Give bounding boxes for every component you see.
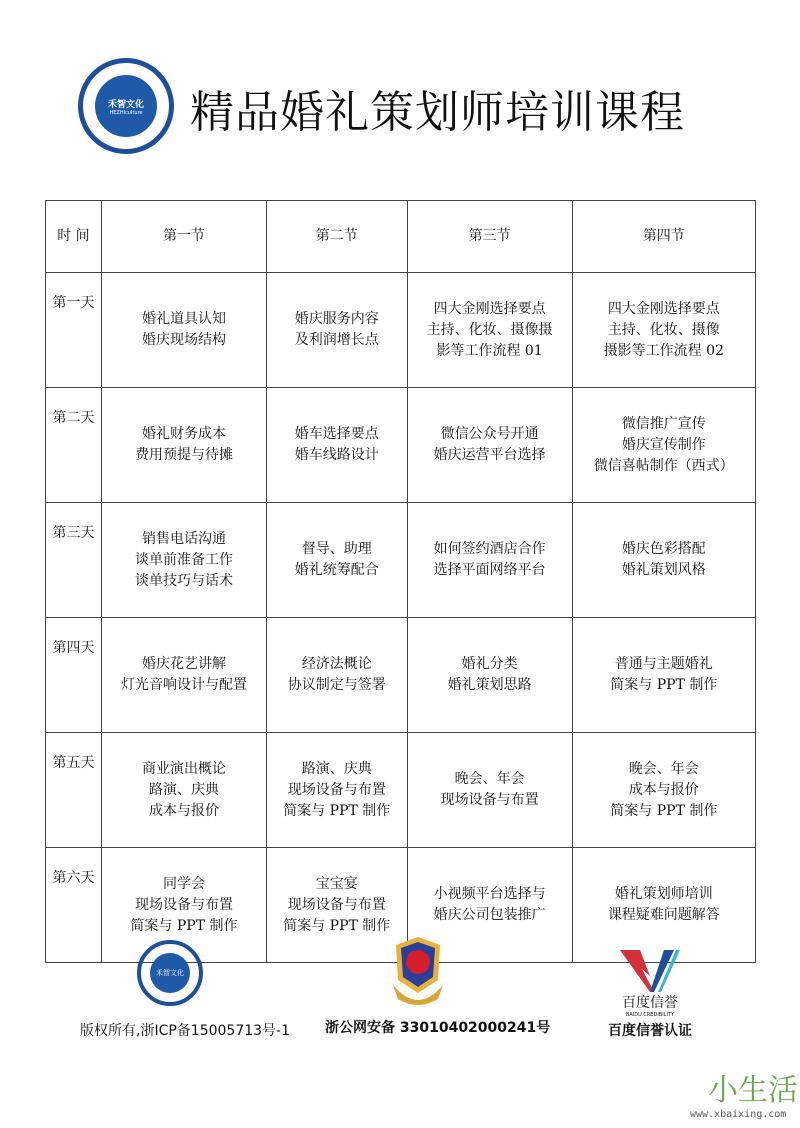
column-header: 第四节 <box>572 201 755 273</box>
session-line: 成本与报价 <box>148 802 219 819</box>
session-cell <box>267 388 408 503</box>
session-line: 如何签约酒店合作 <box>433 541 546 557</box>
session-line: 成本与报价 <box>628 781 699 798</box>
session-line: 普通与主题婚礼 <box>614 656 713 672</box>
session-line: 婚庆宣传制作 <box>621 436 706 453</box>
logo-cn: 禾智文化 <box>107 99 144 110</box>
session-line: 婚庆公司包装推广 <box>433 907 546 923</box>
session-line: 现场设备与布置 <box>440 792 539 808</box>
session-line: 婚庆色彩搭配 <box>621 541 706 557</box>
table-row <box>46 618 756 733</box>
session-line: 四大金刚选择要点 <box>433 300 546 317</box>
baidu-logo-text: 百度信誉 <box>622 995 678 1011</box>
baidu-block <box>590 948 710 1040</box>
session-line: 小视频平台选择与 <box>433 886 546 902</box>
session-cell <box>572 388 755 503</box>
session-line: 简案与 PPT 制作 <box>610 677 718 693</box>
session-cell <box>101 388 266 503</box>
session-line: 选择平面网络平台 <box>433 562 546 578</box>
session-line: 宝宝宴 <box>315 875 358 892</box>
session-line: 晚会、年会 <box>454 771 525 787</box>
baidu-text: 百度信誉认证 <box>608 1023 692 1039</box>
session-line: 简案与 PPT 制作 <box>610 802 718 819</box>
day-cell: 第四天 <box>46 618 102 733</box>
watermark-text: 小生活 <box>708 1073 798 1108</box>
hezhi-logo <box>78 58 174 154</box>
session-cell <box>267 733 408 848</box>
session-cell <box>101 273 266 388</box>
session-line: 灯光音响设计与配置 <box>120 677 247 693</box>
session-line: 婚庆现场结构 <box>141 332 226 348</box>
session-cell <box>572 618 755 733</box>
session-line: 婚礼策划师培训 <box>614 886 713 902</box>
day-cell: 第一天 <box>46 273 102 388</box>
session-line: 影等工作流程 01 <box>436 342 543 359</box>
session-line: 四大金刚选择要点 <box>607 300 720 317</box>
session-cell <box>572 848 755 963</box>
small-logo-text: 禾智文化 <box>150 953 190 993</box>
baidu-v-icon <box>620 948 680 992</box>
session-cell <box>407 503 572 618</box>
column-header: 第一节 <box>101 201 266 273</box>
session-line: 课程疑难问题解答 <box>607 907 720 923</box>
copyright-block <box>80 940 291 1040</box>
baidu-en: BAIDU CREDIBILITY <box>625 1012 675 1018</box>
session-line: 微信推广宣传 <box>621 415 706 432</box>
session-line: 现场设备与布置 <box>287 781 386 798</box>
session-cell <box>572 273 755 388</box>
session-line: 晚会、年会 <box>628 760 699 777</box>
session-cell <box>101 733 266 848</box>
session-cell <box>407 388 572 503</box>
session-line: 路演、庆典 <box>148 781 219 798</box>
session-line: 婚礼策划风格 <box>621 562 706 578</box>
session-cell <box>407 733 572 848</box>
session-cell <box>267 273 408 388</box>
police-block <box>325 935 551 1037</box>
table-row <box>46 503 756 618</box>
session-line: 同学会 <box>162 875 205 892</box>
session-line: 主持、化妆、摄像 <box>607 321 720 338</box>
session-cell <box>407 273 572 388</box>
copyright-text: 版权所有,浙ICP备15005713号-1 <box>80 1023 291 1039</box>
schedule-table <box>45 200 756 963</box>
session-line: 及利润增长点 <box>294 332 379 348</box>
session-line: 简案与 PPT 制作 <box>283 802 391 819</box>
session-line: 婚车线路设计 <box>294 447 379 463</box>
column-header: 第二节 <box>267 201 408 273</box>
session-cell <box>572 503 755 618</box>
session-line: 婚礼道具认知 <box>141 311 226 327</box>
session-line: 销售电话沟通 <box>141 530 226 547</box>
session-line: 婚礼分类 <box>461 656 518 672</box>
session-line: 微信公众号开通 <box>440 426 539 442</box>
column-header: 时 间 <box>46 201 102 273</box>
watermark-url: www.xbaixing.com <box>690 1109 787 1120</box>
session-line: 微信喜帖制作（西式） <box>593 457 734 474</box>
table-row <box>46 273 756 388</box>
session-line: 协议制定与签署 <box>287 677 386 693</box>
police-text: 浙公网安备 33010402000241号 <box>325 1020 551 1036</box>
session-line: 婚车选择要点 <box>294 426 379 442</box>
session-line: 主持、化妆、摄像摄 <box>426 321 553 338</box>
session-line: 路演、庆典 <box>301 760 372 777</box>
day-cell: 第五天 <box>46 733 102 848</box>
day-cell: 第六天 <box>46 848 102 963</box>
session-line: 婚礼统筹配合 <box>294 562 379 578</box>
session-cell <box>267 503 408 618</box>
session-line: 简案与 PPT 制作 <box>283 917 391 934</box>
table-row <box>46 388 756 503</box>
session-line: 婚礼财务成本 <box>141 426 226 442</box>
session-line: 婚庆服务内容 <box>294 311 379 327</box>
police-badge-icon <box>388 935 448 1009</box>
column-header: 第三节 <box>407 201 572 273</box>
session-line: 摄影等工作流程 02 <box>603 342 724 359</box>
session-cell <box>267 618 408 733</box>
session-line: 经济法概论 <box>301 656 372 672</box>
hezhi-small-logo <box>137 940 203 1006</box>
day-cell: 第三天 <box>46 503 102 618</box>
session-line: 谈单技巧与话术 <box>134 572 233 589</box>
session-line: 谈单前准备工作 <box>134 551 233 568</box>
session-cell <box>572 733 755 848</box>
session-cell <box>101 503 266 618</box>
session-cell <box>407 618 572 733</box>
session-line: 婚庆花艺讲解 <box>141 656 226 672</box>
session-line: 费用预提与待摊 <box>134 447 233 463</box>
session-line: 现场设备与布置 <box>134 896 233 913</box>
day-cell: 第二天 <box>46 388 102 503</box>
table-row <box>46 733 756 848</box>
watermark <box>690 1065 798 1120</box>
session-line: 婚庆运营平台选择 <box>433 447 546 463</box>
session-line: 简案与 PPT 制作 <box>130 917 238 934</box>
session-line: 现场设备与布置 <box>287 896 386 913</box>
session-cell <box>101 618 266 733</box>
session-line: 商业演出概论 <box>141 760 226 777</box>
session-line: 婚礼策划思路 <box>447 677 532 693</box>
session-line: 督导、助理 <box>301 541 372 557</box>
page-title: 精品婚礼策划师培训课程 <box>190 87 685 138</box>
logo-en: HEZHIculture <box>109 109 143 116</box>
